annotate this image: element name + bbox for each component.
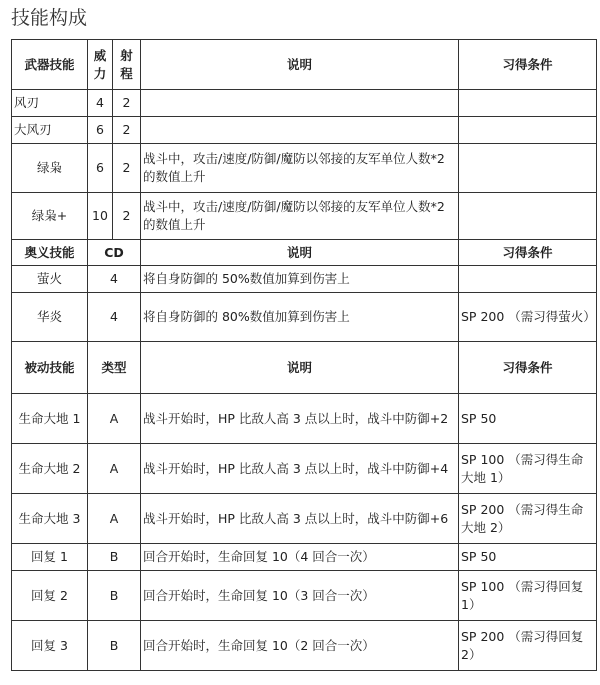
skill-cond [459, 144, 597, 193]
skill-power: 10 [88, 193, 113, 240]
table-row [12, 90, 597, 117]
skill-cond: SP 200 （需习得回复 2） [459, 621, 597, 671]
skill-name: 绿枭+ [12, 193, 88, 240]
skill-desc: 回合开始时，生命回复 10（3 回合一次） [141, 571, 459, 621]
skill-cond: SP 100 （需习得回复 1） [459, 571, 597, 621]
skill-desc: 回合开始时，生命回复 10（2 回合一次） [141, 621, 459, 671]
col-header: 武器技能 [12, 40, 88, 90]
col-header: CD [88, 240, 141, 266]
skill-cd: 4 [88, 266, 141, 293]
col-header: 射程 [113, 40, 141, 90]
skill-type: A [88, 444, 141, 494]
skill-desc [141, 90, 459, 117]
col-header: 说明 [141, 240, 459, 266]
skill-range: 2 [113, 117, 141, 144]
col-header: 威力 [88, 40, 113, 90]
skill-cond: SP 50 [459, 394, 597, 444]
skill-cond: SP 200 （需习得生命大地 2） [459, 494, 597, 544]
skill-cond [459, 266, 597, 293]
skill-cond [459, 117, 597, 144]
col-header: 习得条件 [459, 240, 597, 266]
skill-name: 生命大地 1 [12, 394, 88, 444]
skill-name: 生命大地 2 [12, 444, 88, 494]
skill-name: 回复 1 [12, 544, 88, 571]
page-title: 技能构成 [11, 7, 88, 29]
skill-power: 6 [88, 144, 113, 193]
skill-name: 回复 3 [12, 621, 88, 671]
table-row [12, 394, 597, 444]
skill-cond [459, 90, 597, 117]
skill-range: 2 [113, 90, 141, 117]
skill-type: A [88, 494, 141, 544]
table-row [12, 293, 597, 342]
table-row [12, 621, 597, 671]
skill-name: 回复 2 [12, 571, 88, 621]
skill-name: 华炎 [12, 293, 88, 342]
skill-type: B [88, 571, 141, 621]
col-header: 奥义技能 [12, 240, 88, 266]
skill-desc [141, 117, 459, 144]
table-row [12, 266, 597, 293]
skill-name: 风刃 [12, 90, 88, 117]
skill-desc: 将自身防御的 80%数值加算到伤害上 [141, 293, 459, 342]
skill-table [11, 39, 597, 671]
skill-cond: SP 50 [459, 544, 597, 571]
col-header: 被动技能 [12, 342, 88, 394]
skill-desc: 战斗中，攻击/速度/防御/魔防以邻接的友军单位人数*2的数值上升 [141, 193, 459, 240]
skill-cond: SP 100 （需习得生命大地 1） [459, 444, 597, 494]
col-header: 类型 [88, 342, 141, 394]
table-row [12, 544, 597, 571]
skill-power: 6 [88, 117, 113, 144]
skill-cd: 4 [88, 293, 141, 342]
skill-desc: 将自身防御的 50%数值加算到伤害上 [141, 266, 459, 293]
table-row [12, 571, 597, 621]
weapon-header-row [12, 40, 597, 90]
skill-desc: 战斗开始时，HP 比敌人高 3 点以上时，战斗中防御+6 [141, 494, 459, 544]
skill-name: 绿枭 [12, 144, 88, 193]
table-row [12, 494, 597, 544]
skill-type: B [88, 621, 141, 671]
skill-name: 大风刃 [12, 117, 88, 144]
skill-range: 2 [113, 144, 141, 193]
skill-desc: 战斗开始时，HP 比敌人高 3 点以上时，战斗中防御+4 [141, 444, 459, 494]
table-row [12, 117, 597, 144]
skill-desc: 战斗中，攻击/速度/防御/魔防以邻接的友军单位人数*2的数值上升 [141, 144, 459, 193]
col-header: 习得条件 [459, 342, 597, 394]
table-row [12, 193, 597, 240]
skill-power: 4 [88, 90, 113, 117]
special-header-row [12, 240, 597, 266]
col-header: 习得条件 [459, 40, 597, 90]
skill-type: B [88, 544, 141, 571]
skill-type: A [88, 394, 141, 444]
col-header: 说明 [141, 342, 459, 394]
skill-name: 生命大地 3 [12, 494, 88, 544]
skill-range: 2 [113, 193, 141, 240]
skill-desc: 战斗开始时，HP 比敌人高 3 点以上时，战斗中防御+2 [141, 394, 459, 444]
skill-desc: 回合开始时，生命回复 10（4 回合一次） [141, 544, 459, 571]
col-header: 说明 [141, 40, 459, 90]
skill-cond: SP 200 （需习得萤火） [459, 293, 597, 342]
passive-header-row [12, 342, 597, 394]
table-row [12, 144, 597, 193]
table-row [12, 444, 597, 494]
skill-name: 萤火 [12, 266, 88, 293]
skill-cond [459, 193, 597, 240]
